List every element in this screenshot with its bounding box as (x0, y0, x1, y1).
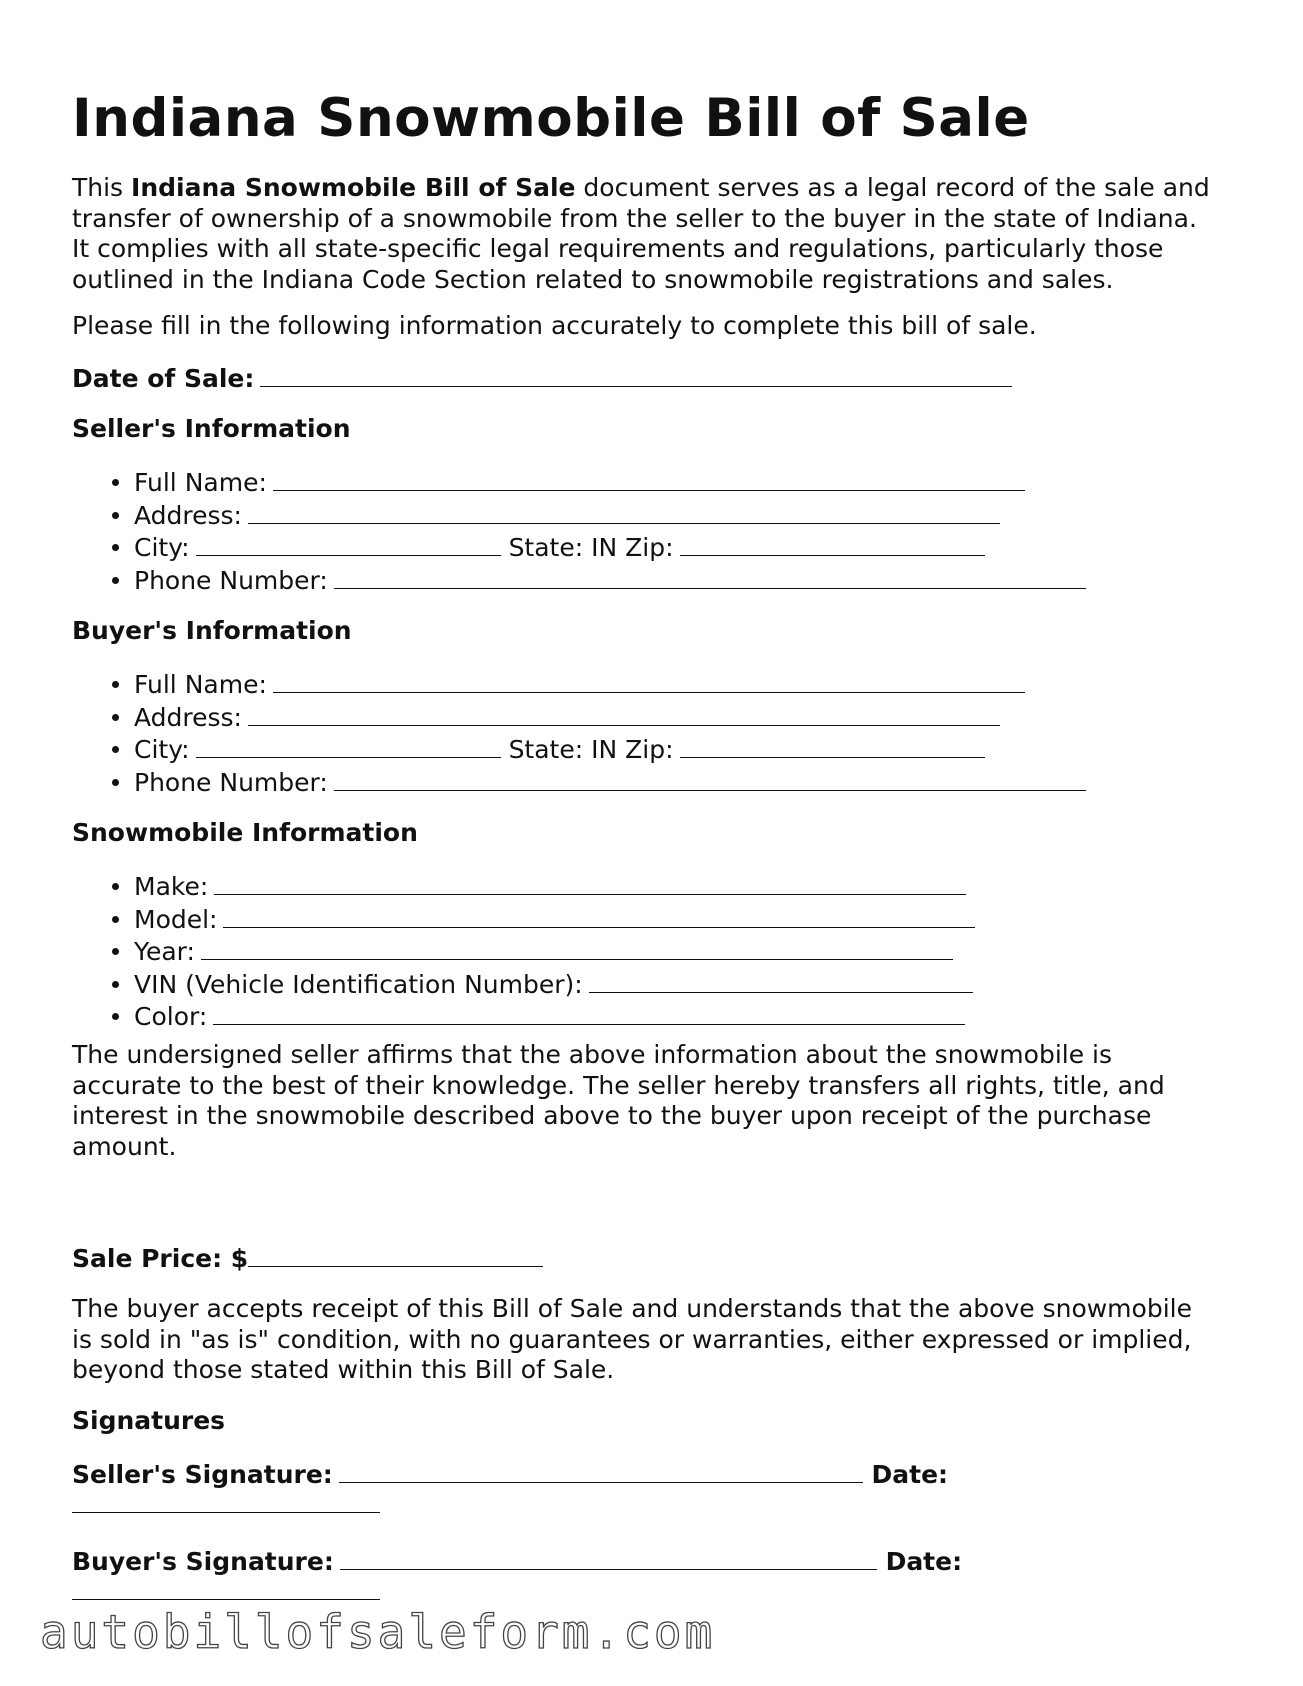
buyer-heading: Buyer's Information (72, 616, 352, 645)
seller-signature-row (72, 1458, 948, 1491)
buyer-signature-field[interactable] (340, 1545, 877, 1570)
date-of-sale-field[interactable] (260, 362, 1012, 387)
sale-price-row (72, 1242, 543, 1275)
color-label: Color: (134, 1002, 208, 1031)
list-item (134, 531, 1086, 564)
list-item (134, 668, 1086, 701)
seller-info-list (72, 466, 1086, 596)
buyer-info-list (72, 668, 1086, 798)
acceptance-line-1: The buyer accepts receipt of this Bill of Sale and understands that the above snowmobile (72, 1294, 1192, 1323)
affirmation-line-2: accurate to the best of their knowledge. The seller hereby transfers all rights, title, and (72, 1070, 1165, 1100)
seller-city-field[interactable] (196, 531, 501, 556)
list-item (134, 870, 975, 903)
snowmobile-info-list (72, 870, 975, 1033)
snowmobile-heading: Snowmobile Information (72, 818, 418, 847)
intro-line-3: It complies with all state-specific legal requirements and regulations, particularly those (72, 234, 1164, 263)
list-item (134, 564, 1086, 597)
intro-paragraph (72, 173, 1210, 295)
list-item (134, 466, 1086, 499)
seller-state-zip-label: State: IN Zip: (508, 533, 674, 562)
buyer-signature-date-field[interactable] (72, 1575, 380, 1600)
list-item (134, 766, 1086, 799)
buyer-zip-field[interactable] (680, 733, 985, 758)
year-field[interactable] (201, 935, 953, 960)
make-field[interactable] (214, 870, 966, 895)
buyer-phone-field[interactable] (334, 766, 1086, 791)
list-item (134, 733, 1086, 766)
seller-phone-label: Phone Number: (134, 565, 328, 595)
seller-signature-label: Seller's Signature: (72, 1460, 333, 1489)
intro-line-1-rest: document serves as a legal record of the sale and (575, 173, 1210, 202)
intro-line-1 (72, 173, 1210, 204)
acceptance-line-3: beyond those stated within this Bill of Sale. (72, 1355, 615, 1384)
vin-field[interactable] (589, 968, 973, 993)
buyer-city-field[interactable] (196, 733, 501, 758)
seller-signature-field[interactable] (339, 1458, 863, 1483)
year-label: Year: (134, 937, 195, 966)
site-watermark: autobillofsaleform.com (40, 1605, 716, 1659)
date-of-sale-label: Date of Sale: (72, 364, 255, 393)
seller-full-name-label: Full Name: (134, 468, 267, 497)
vin-label: VIN (Vehicle Identification Number): (134, 969, 583, 999)
buyer-signature-date-label: Date: (885, 1547, 963, 1576)
buyer-full-name-field[interactable] (273, 668, 1025, 693)
seller-zip-field[interactable] (680, 531, 985, 556)
seller-full-name-field[interactable] (273, 466, 1025, 491)
seller-signature-date-field[interactable] (72, 1488, 380, 1513)
make-label: Make: (134, 872, 209, 901)
signatures-heading: Signatures (72, 1406, 226, 1435)
seller-phone-field[interactable] (334, 564, 1086, 589)
color-field[interactable] (213, 1000, 965, 1025)
list-item (134, 935, 975, 968)
intro-line-2: transfer of ownership of a snowmobile from the seller to the buyer in the state of Indiana. (72, 203, 1197, 233)
buyer-signature-label: Buyer's Signature: (72, 1547, 334, 1576)
model-field[interactable] (223, 903, 975, 928)
seller-signature-date-label: Date: (871, 1460, 949, 1489)
date-of-sale-row (72, 362, 1012, 395)
buyer-date-row (72, 1575, 380, 1608)
list-item (134, 968, 975, 1001)
buyer-city-label: City: (134, 735, 190, 764)
seller-city-label: City: (134, 533, 190, 562)
seller-heading: Seller's Information (72, 414, 351, 443)
seller-address-field[interactable] (248, 499, 1000, 524)
page-title: Indiana Snowmobile Bill of Sale (72, 88, 1030, 149)
list-item (134, 499, 1086, 532)
list-item (134, 701, 1086, 734)
model-label: Model: (134, 904, 218, 934)
buyer-phone-label: Phone Number: (134, 767, 328, 797)
intro-bold-title: Indiana Snowmobile Bill of Sale (131, 173, 576, 202)
intro-line-4: outlined in the Indiana Code Section related to snowmobile registrations and sales. (72, 264, 1114, 294)
seller-address-label: Address: (134, 500, 242, 530)
buyer-signature-row (72, 1545, 962, 1578)
intro-lead: This (72, 173, 132, 202)
acceptance-line-2: is sold in "as is" condition, with no guarantees or warranties, either expressed or implied, (72, 1324, 1192, 1354)
affirmation-paragraph (72, 1040, 1165, 1162)
list-item (134, 1000, 975, 1033)
buyer-state-zip-label: State: IN Zip: (508, 735, 674, 764)
sale-price-label: Sale Price: $ (72, 1244, 249, 1273)
seller-date-row (72, 1488, 380, 1521)
affirmation-line-4: amount. (72, 1131, 177, 1161)
instruction-text: Please fill in the following information accurately to complete this bill of sale. (72, 311, 1037, 340)
affirmation-line-3: interest in the snowmobile described above to the buyer upon receipt of the purchase (72, 1101, 1152, 1130)
buyer-address-label: Address: (134, 702, 242, 732)
affirmation-line-1: The undersigned seller affirms that the above information about the snowmobile is (72, 1040, 1113, 1069)
sale-price-field[interactable] (248, 1242, 543, 1267)
acceptance-paragraph (72, 1294, 1192, 1386)
buyer-full-name-label: Full Name: (134, 670, 267, 699)
buyer-address-field[interactable] (248, 701, 1000, 726)
list-item (134, 903, 975, 936)
